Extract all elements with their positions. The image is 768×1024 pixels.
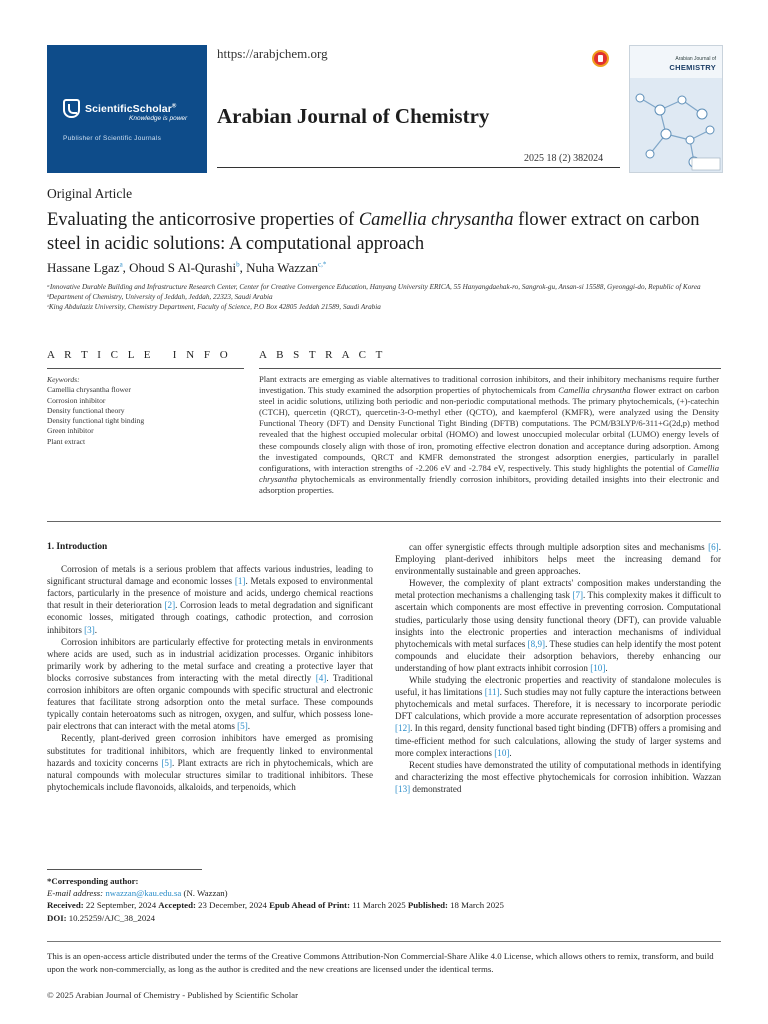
author-name: Nuha Wazzan xyxy=(246,260,319,275)
doi-line: DOI: 10.25259/AJC_38_2024 xyxy=(47,912,156,923)
affiliation-line: ᶜKing Abdulaziz University, Chemistry Department, Faculty of Science, P.O Box 42805 Jeddah 21589, Saudi Arabia xyxy=(47,303,381,311)
footnote-divider xyxy=(47,869,202,870)
right-paragraphs xyxy=(395,541,721,795)
paragraph-text: Recently, plant-derived green corrosion inhibitors have emerged as promising substitutes for traditional inhibitors, which are frequently linked to environmental hazards and toxicity concerns xyxy=(47,733,373,768)
paragraph-text: Corrosion of metals is a serious problem that affects various industries, leading to significant structural damage and economic losses xyxy=(47,564,373,587)
publisher-logo-box xyxy=(47,45,207,173)
keywords-block xyxy=(47,375,144,447)
citation-link[interactable]: [2] xyxy=(164,600,176,611)
section-divider xyxy=(47,521,721,522)
keywords-label: Keywords: xyxy=(47,375,80,384)
dates-line: Received: 22 September, 2024 Accepted: 23 December, 2024 Epub Ahead of Print: 11 March 2025 Published: 18 March 2025 xyxy=(47,900,504,911)
paragraph-text: . xyxy=(605,662,608,673)
abstract-divider xyxy=(259,368,721,369)
article-info-heading: A R T I C L E I N F O xyxy=(47,349,232,361)
paragraph-text: . Such studies may not fully capture the interactions between phytochemicals and metal surfaces. Therefore, it is necessary to incorporate periodic DFT calculations, which provide a more accurate representation of adsorption processes xyxy=(395,687,721,722)
shield-icon xyxy=(63,99,80,118)
paragraph-text: . Traditional corrosion inhibitors are often organic compounds with specific structural and electronic features that facilitate strong adsorption onto the metal surface. These compounds typically contain heteroatoms such as nitrogen, oxygen, and sulfur, which possess lone-pair electrons that can interact with the metal atoms xyxy=(47,672,373,732)
author-affiliation-marker[interactable]: a xyxy=(119,260,123,269)
abstract-heading: A B S T R A C T xyxy=(259,349,386,361)
abstract-text: Plant extracts are emerging as viable alternatives to traditional corrosion inhibitors, and their inhibitory mechanisms require further investigation. This study examined the adsorption properties of phytochemicals from Camellia chrysantha flower extract on carbon steel in acidic solutions, utilizing both periodic and non-periodic computational methods. The primary phytochemicals, (+)-catechin (CTCH), quercetin (QRCT), quercetin-3-O-methyl ether (QCTO), and kaempferol (KMFR), were analyzed using the Density Functional Theory (DFT) and Density Functional Tight Binding (DFTB) computations. The PCM/B3LYP/6-311+G(2d,p) method revealed that the highest occupied molecular orbital (HOMO) and lowest unoccupied molecular orbital (LUMO) energy levels of these compounds closely align with those of iron, promoting effective electron donation and acceptance during adsorption. Among the investigated compounds, QRCT and KMFR demonstrated the strongest adsorption energies, particularly in parallel configurations, with interaction strengths of -2.206 eV and -2.784 eV, respectively. This study highlights the potential of Camellia chrysantha phytochemicals as environmentally friendly corrosion inhibitors, providing detailed insights into their electronic and adsorption properties. xyxy=(259,374,719,495)
paragraph-text: . Employing plant-derived inhibitors helps meet the increasing demand for environmentally sustainable and green approaches. xyxy=(395,542,721,577)
article-type: Original Article xyxy=(47,186,133,201)
paragraph-text: . Corrosion leads to metal degradation and significant economic losses, mitigated through coatings, cathodic protection, and corrosion inhibitors xyxy=(47,600,373,635)
citation-link[interactable]: [10] xyxy=(494,747,510,758)
citation-link[interactable]: [1] xyxy=(234,576,246,587)
paragraph-text: . Metals exposed to environmental factors, particularly in the presence of moisture and acids, undergo chemical reactions that result in their deterioration xyxy=(47,576,373,611)
journal-title: Arabian Journal of Chemistry xyxy=(217,104,490,128)
affiliations xyxy=(47,282,737,312)
citation-link[interactable]: [13] xyxy=(395,783,411,794)
keyword-item: Green inhibitor xyxy=(47,426,94,436)
publisher-name: ScientificScholar® xyxy=(85,102,177,115)
email-label: E-mail address: xyxy=(47,888,104,899)
keyword-item: Density functional theory xyxy=(47,405,125,415)
correspondence-block xyxy=(47,875,504,924)
paragraph-text: demonstrated xyxy=(410,783,462,794)
citation-link[interactable]: [6] xyxy=(708,542,719,552)
email-owner: (N. Wazzan) xyxy=(181,888,228,899)
author-affiliation-marker[interactable]: b xyxy=(236,260,240,269)
body-paragraph xyxy=(47,636,373,733)
paragraph-text: can offer synergistic effects through multiple adsorption sites and mechanisms xyxy=(409,542,709,552)
body-column-left xyxy=(47,541,373,793)
paragraph-text: While studying the electronic properties and reactivity of standalone molecules is useful, it has limitations xyxy=(395,675,721,698)
body-paragraph xyxy=(47,732,373,792)
corresponding-author-label: *Corresponding author: xyxy=(47,876,139,886)
body-paragraph xyxy=(395,577,721,674)
volume-issue: 2025 18 (2) 382024 xyxy=(524,153,604,164)
header-divider xyxy=(217,167,620,168)
body-paragraph xyxy=(47,563,373,636)
paragraph-text: . This complexity makes it difficult to ascertain which components are most effective in preventing corrosion. Computational studies, particularly those using density functional theory (DFT), can provide valuable insights into the electronic properties and interaction mechanisms of individual phytochemicals with metal surfaces xyxy=(395,590,721,649)
citation-link[interactable]: [5] xyxy=(237,721,248,732)
author-name: Ohoud S Al-Qurashi xyxy=(129,260,237,275)
citation-link[interactable]: [3] xyxy=(84,624,95,635)
author-affiliation-marker[interactable]: c,* xyxy=(318,260,327,269)
article-title: Evaluating the anticorrosive properties of Camellia chrysantha flower extract on carbon steel in acidic solutions: A computational approach xyxy=(47,210,700,254)
paragraph-text: Recent studies have demonstrated the utility of computational methods in identifying and characterizing the most effective phytochemicals for corrosion inhibition. Wazzan xyxy=(395,759,721,782)
paragraph-text: . These studies can help identify the most potent compounds and elucidate their adsorption behaviors, thereby enhancing our understanding of how plant extracts inhibit corrosion xyxy=(395,638,722,673)
paragraph-text: . xyxy=(94,624,98,635)
license-text: This is an open-access article distributed under the terms of the Creative Commons Attribution-Non Commercial-Share Alike 4.0 License, which allows others to remix, transform, and build upon the work non-commercially, as long as the author is credited and the new creations are licensed under the identical terms. xyxy=(47,951,714,974)
affiliation-line: ᵇDepartment of Chemistry, University of Jeddah, Jeddah, 22323, Saudi Arabia xyxy=(47,293,273,301)
author-list: Hassane Lgaz$^a$, Ohoud S Al-Qurashi$^b$, Nuha Wazzan$^{c,*}$ xyxy=(47,260,327,275)
publisher-tagline: Knowledge is power xyxy=(129,115,188,122)
license-divider xyxy=(47,941,721,942)
left-paragraphs xyxy=(47,563,373,793)
body-paragraph xyxy=(395,759,721,795)
body-paragraph xyxy=(395,541,721,577)
info-divider xyxy=(47,368,244,369)
cover-subtitle: Arabian Journal of xyxy=(675,56,716,62)
email-link[interactable]: nwazzan@kau.edu.sa xyxy=(105,888,182,899)
affiliation-line: ᵃInnovative Durable Building and Infrastructure Research Center, Center for Creative Convergence Education, Hanyang University ERICA, 55 Hanyangdaehak-ro, Sangrok-gu, Ansan-si 15588, Gyeonggi-do, Republic of Korea xyxy=(47,283,701,291)
author-name: Hassane Lgaz xyxy=(47,260,120,275)
paragraph-text: Corrosion inhibitors are particularly effective for protecting metals in environments where acids are used, such as in industrial acidization processes. Organic inhibitors primarily work by adhering to the metal surface and creating a protective layer that blocks corrosive substances from interacting with the metal directly xyxy=(47,636,373,683)
body-paragraph xyxy=(395,674,721,759)
journal-cover-thumbnail xyxy=(629,45,723,173)
keywords-list xyxy=(47,385,144,447)
citation-link[interactable]: [12] xyxy=(395,723,411,734)
molecule-illustration-icon xyxy=(630,78,723,173)
citation-link[interactable]: [10] xyxy=(590,662,606,673)
cover-title: CHEMISTRY xyxy=(669,63,716,72)
citation-link[interactable]: [4] xyxy=(315,672,327,683)
keyword-item: Corrosion inhibitor xyxy=(47,395,106,405)
section-title: 1. Introduction xyxy=(47,542,108,552)
citation-link[interactable]: [5] xyxy=(161,757,172,768)
body-column-right xyxy=(395,541,721,795)
keyword-item: Camellia chrysantha flower xyxy=(47,385,131,395)
paragraph-text: . Plant extracts are rich in phytochemicals, which are natural compounds with molecular structures similar to traditional inhibitors. These phytochemicals include flavonoids, alkaloids, and terpenoids, which xyxy=(47,757,373,792)
keyword-item: Density functional tight binding xyxy=(47,416,145,426)
paragraph-text: However, the complexity of plant extracts' composition makes understanding the metal protection mechanisms a challenging task xyxy=(395,578,721,601)
paragraph-text: . xyxy=(509,747,512,758)
citation-link[interactable]: [8,9] xyxy=(527,638,546,649)
citation-link[interactable]: [11] xyxy=(484,687,500,698)
publisher-line: Publisher of Scientific Journals xyxy=(63,135,162,142)
paragraph-text: . xyxy=(247,721,251,732)
journal-url-link[interactable]: https://arabjchem.org xyxy=(217,46,328,61)
keyword-item: Plant extract xyxy=(47,436,86,446)
open-access-icon xyxy=(592,50,609,67)
copyright-line: © 2025 Arabian Journal of Chemistry - Published by Scientific Scholar xyxy=(47,990,299,1000)
citation-link[interactable]: [7] xyxy=(572,590,584,601)
paragraph-text: . In this regard, density functional based tight binding (DFTB) offers a promising and time-efficient method for such calculations, allowing the study of larger systems and more complex interactions xyxy=(395,723,721,758)
